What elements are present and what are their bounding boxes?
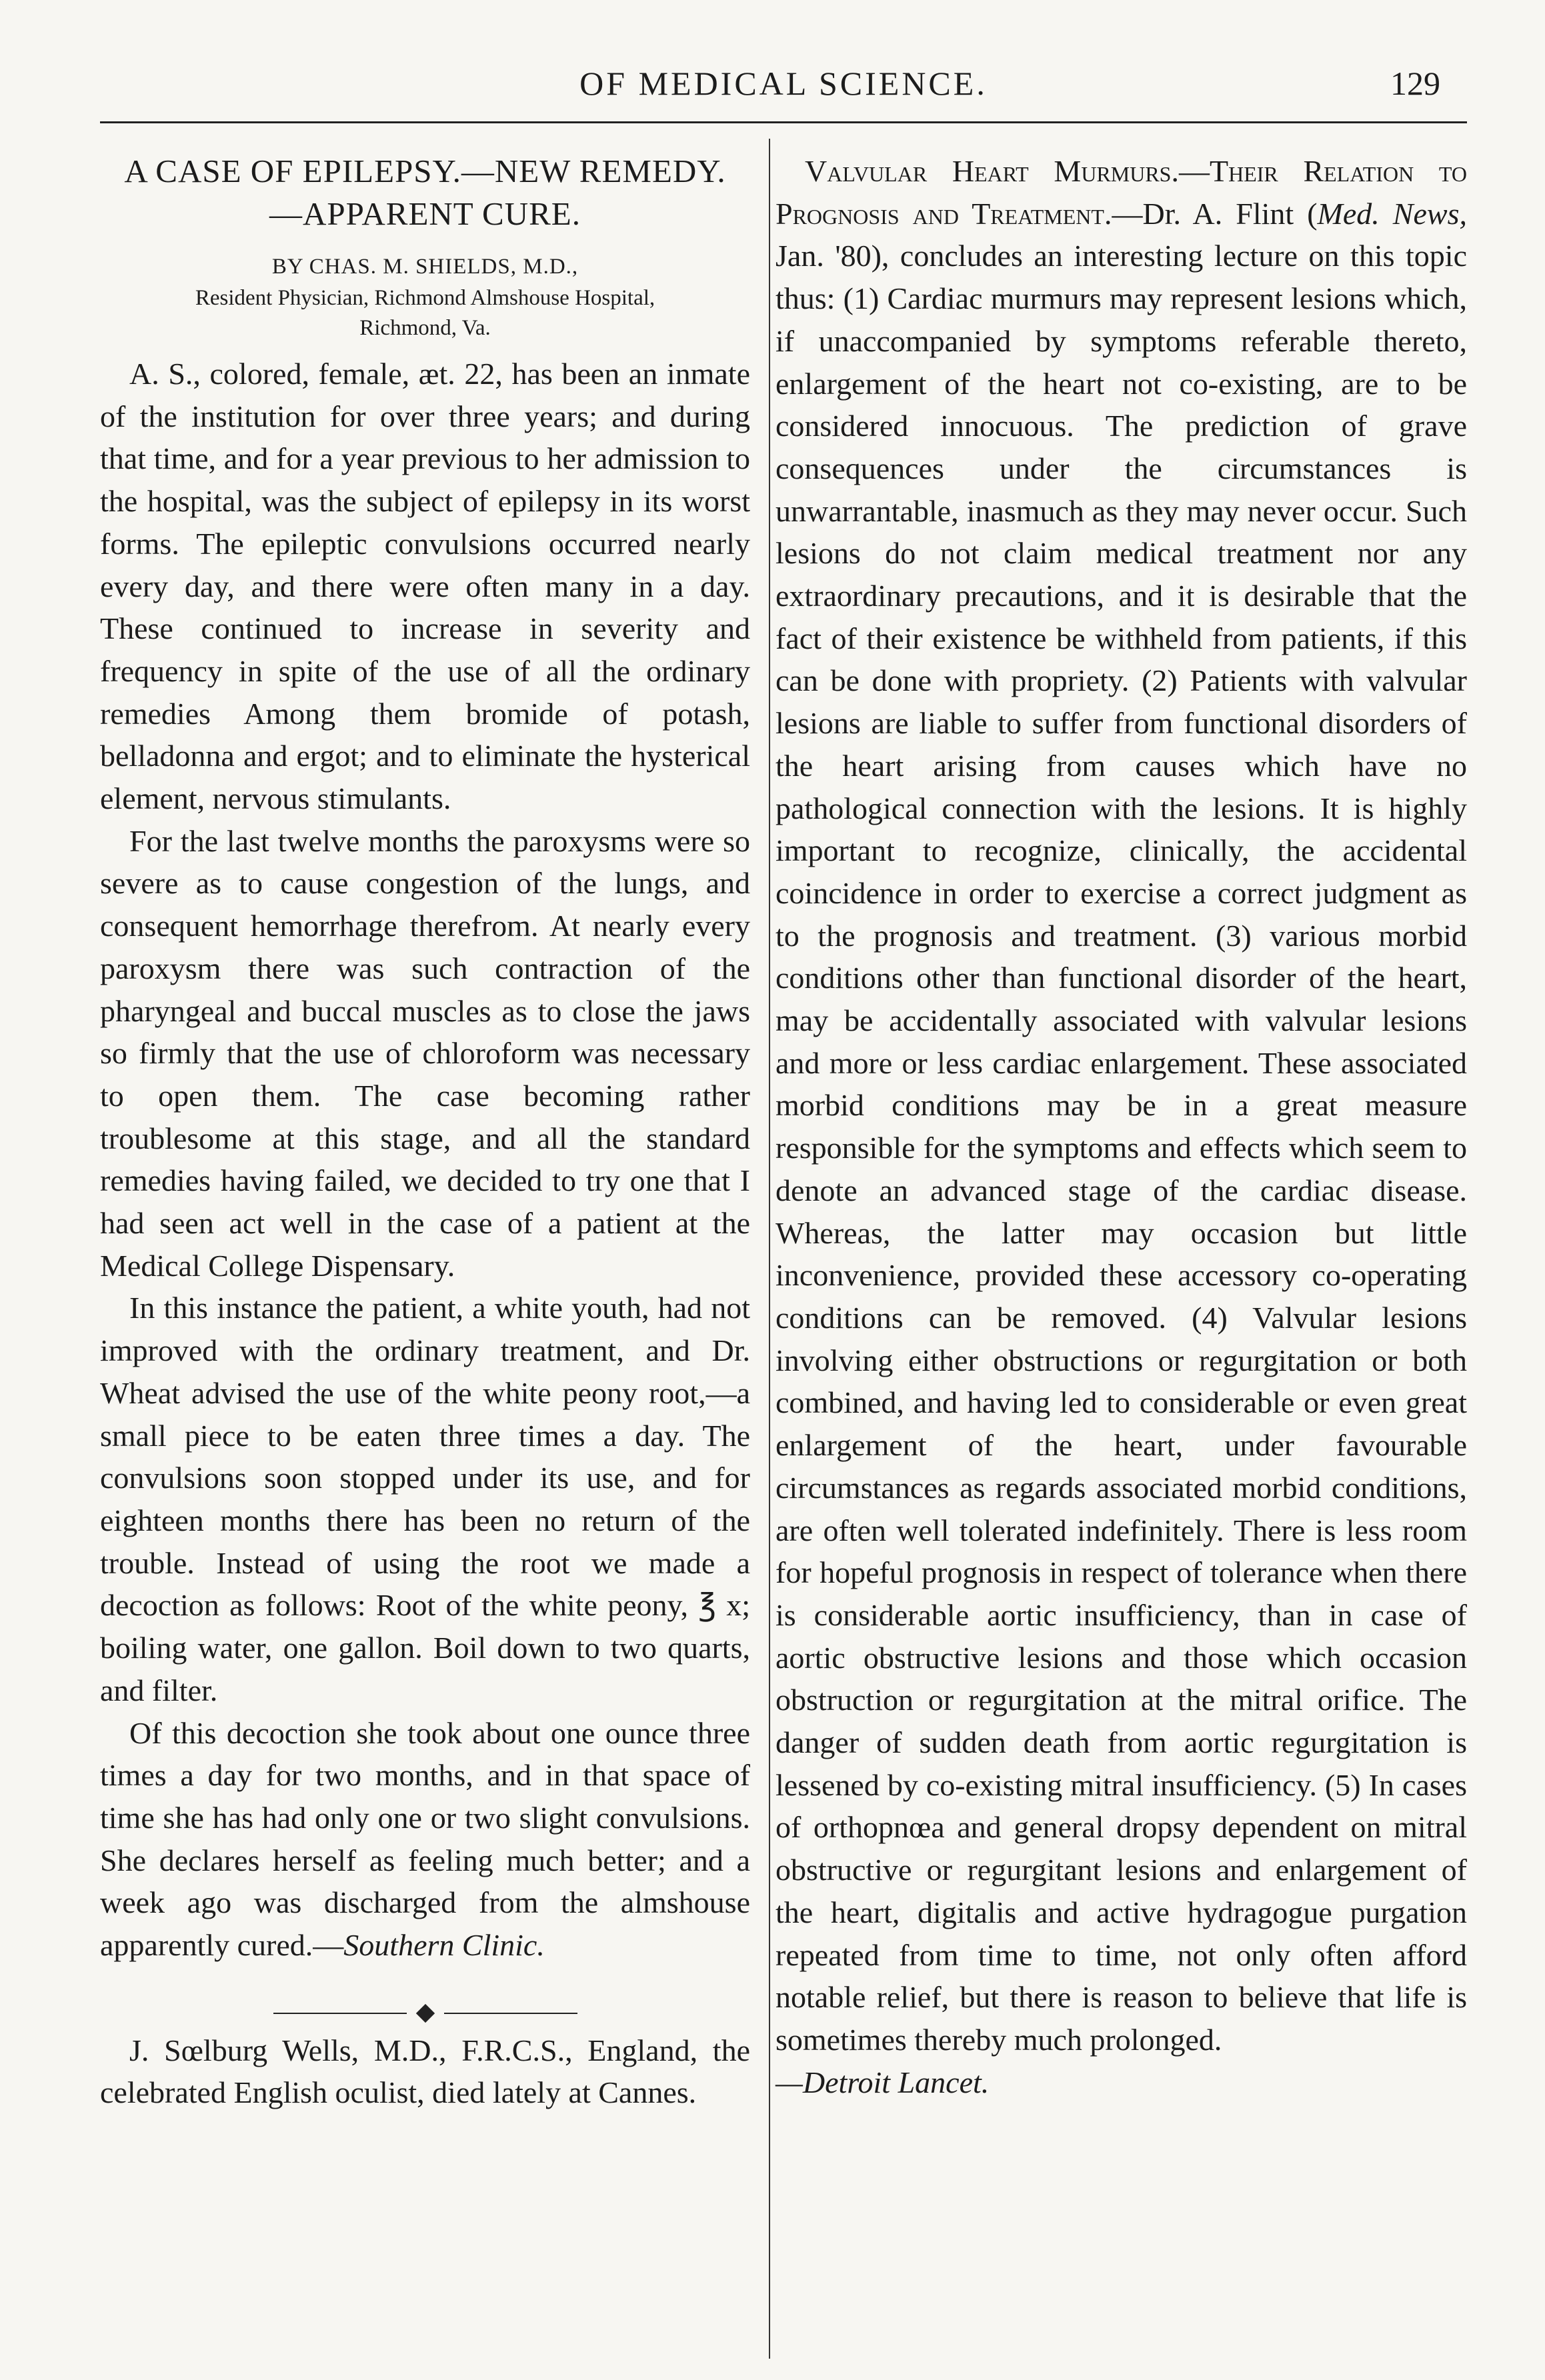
source-citation: Southern Clinic. [343, 1928, 545, 1963]
ornament-diamond [415, 2004, 434, 2023]
affiliation-line2: Richmond, Va. [359, 316, 491, 340]
byline: BY CHAS. M. SHIELDS, M.D., [271, 255, 579, 279]
valvular-article [776, 150, 1467, 2061]
valvular-journal: Med. News, [1317, 196, 1467, 231]
article-title [100, 150, 750, 235]
valvular-body: (1) Cardiac murmurs may represent lesions which, if unaccompanied by symptoms referable thereto, enlargement of the heart not co-existing, are to be considered innocuous. The prediction of grave consequences under the circumstances is unwarrantable, inasmuch as they may never occur. Such lesions do not claim medical treatment nor any extraordinary precautions, and it is desirable that the fact of their existence be withheld from patients, if this can be done with propriety. (2) Patients with valvular lesions are liable to suffer from functional disorders of the heart arising from causes which have no pathological connection with the lesions. It is highly important to recognize, clinically, the accidental coincidence in order to exercise a correct judgment as to the prognosis and treatment. (3) various morbid conditions other than functional disorder of the heart, may be accidentally associated with valvular lesions and more or less cardiac enlargement. These associated morbid conditions may be in a great measure responsible for the symptoms and effects which seem to denote an advanced stage of the cardiac disease. Whereas, the latter may occasion but little inconvenience, provided these accessory co-operating conditions can be removed. (4) Valvular lesions involving either obstructions or regurgitation or both combined, and having led to considerable or even great enlargement of the heart, under favourable circumstances as regards associated morbid conditions, are often well tolerated indefinitely. There is less room for hopeful prognosis in respect of tolerance when there is considerable aortic insufficiency, than in case of aortic obstructive lesions and those which occasion obstruction or regurgitation at the mitral orifice. The danger of sudden death from aortic regurgitation is lessened by co-existing mitral insufficiency. (5) In cases of orthopnœa and general dropsy dependent on mitral obstructive or regurgitant lesions and enlargement of the heart, digitalis and active hydragogue purgation repeated from time to time, not only often afford notable relief, but there is reason to believe that life is sometimes thereby much prolonged. [776, 281, 1467, 2057]
page-number: 129 [1390, 65, 1440, 102]
valvular-article-title: Valvular Heart Murmurs.—Their Relation to Prognosis and Treatment. [776, 154, 1467, 231]
ornament-line-left [273, 2013, 407, 2014]
column-divider [769, 139, 770, 2359]
running-head [100, 64, 1467, 111]
article-title-line2: —APPARENT CURE. [269, 195, 581, 232]
right-column [776, 150, 1467, 2103]
paragraph-3: In this instance the patient, a white youth, had not improved with the ordinary treatment, and Dr. Wheat advised the use of the white peony root,—a small piece to be eaten three times a day. The convulsions soon stopped under its use, and for eighteen months there has been no return of the trouble. Instead of using the root we made a decoction as follows: Root of the white peony, ℥ x; boiling water, one gallon. Boil down to two quarts, and filter. [100, 1291, 750, 1707]
article-title-line1: A CASE OF EPILEPSY.—NEW REMEDY. [124, 153, 726, 189]
header-rule [100, 121, 1467, 123]
valvular-author: —Dr. A. Flint ( [1112, 196, 1318, 231]
paragraph-4-text: Of this decoction she took about one ounce three times a day for two months, and in that space of time she has had only one or two slight convulsions. She declares herself as feeling much better; and a week ago was discharged from the almshouse apparently cured.— [100, 1715, 750, 1963]
paragraph-4 [100, 1712, 750, 1967]
running-title: OF MEDICAL SCIENCE. [579, 65, 988, 102]
valvular-intro: Jan. '80), concludes an interesting lecture on this topic thus: [776, 239, 1467, 316]
paragraph-1: A. S., colored, female, æt. 22, has been an inmate of the institution for over three years; and during that time, and for a year previous to her admission to the hospital, was the subject of epilepsy in its worst forms. The epileptic convulsions occurred nearly every day, and there were often many in a day. These continued to increase in severity and frequency in spite of the use of all the ordinary remedies Among them bromide of potash, belladonna and ergot; and to eliminate the hysterical element, nervous stimulants. [100, 357, 750, 816]
ornament-line-right [444, 2013, 577, 2014]
detroit-lancet-citation: —Detroit Lancet. [776, 2065, 990, 2099]
affiliation [100, 283, 750, 343]
valvular-source [776, 2061, 1467, 2104]
left-column [100, 150, 750, 2114]
affiliation-line1: Resident Physician, Richmond Almshouse Hospital, [195, 286, 655, 310]
paragraph-2: For the last twelve months the paroxysms were so severe as to cause congestion of the lungs, and consequent hemorrhage therefrom. At nearly every paroxysm there was such contraction of the pharyngeal and buccal muscles as to close the jaws so firmly that the use of chloroform was necessary to open them. The case becoming rather troublesome at this stage, and all the standard remedies having failed, we decided to try one that I had seen act well in the case of a patient at the Medical College Dispensary. [100, 823, 750, 1283]
section-ornament [100, 1989, 750, 2009]
obituary-note: J. Sœlburg Wells, M.D., F.R.C.S., England, the celebrated English oculist, died lately at Cannes. [100, 2033, 750, 2110]
